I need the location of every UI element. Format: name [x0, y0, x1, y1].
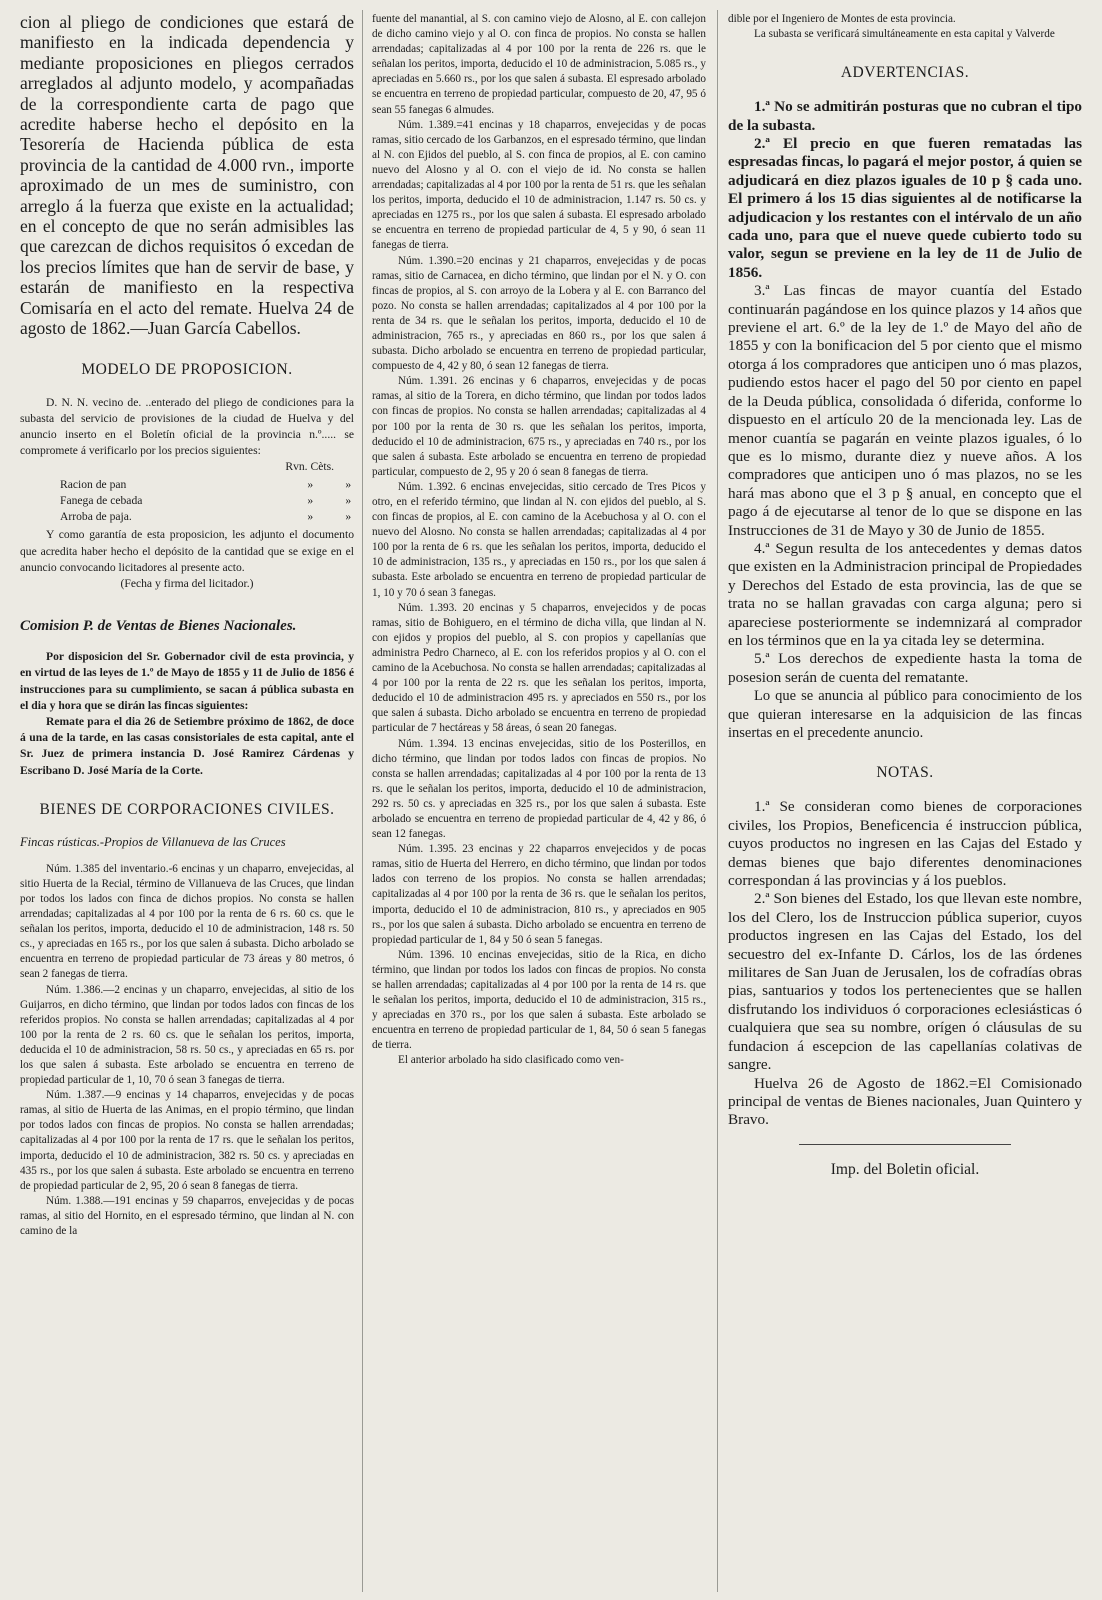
imprenta-footer: Imp. del Boletin oficial.	[830, 1160, 980, 1178]
column-divider	[717, 10, 718, 1592]
anuncio-text: Lo que se anuncia al público para conocimiento de los que quieran interesarse en la adquisicion de las fincas insertas en el precedente anuncio.	[728, 688, 1082, 741]
subasta-text: La subasta se verificará simultáneamente en esta capital y Valverde	[754, 28, 1055, 41]
advertencia-5: 5.ª Los derechos de expediente hasta la toma de posesion serán de cuenta del rematante.	[728, 650, 1082, 686]
advertencias-heading: ADVERTENCIAS.	[840, 64, 970, 82]
table-row	[60, 493, 367, 509]
column-3	[728, 12, 1082, 1179]
anterior-text: El anterior arbolado ha sido clasificado como ven-	[398, 1054, 624, 1067]
bienes-heading: BIENES DE CORPORACIONES CIVILES.	[39, 800, 335, 818]
price-table-header: Rvn. Cèts.	[285, 460, 334, 474]
advertencia-1: 1.ª No se admitirán posturas que no cubran el tipo de la subasta.	[728, 98, 1082, 134]
modelo-heading: MODELO DE PROPOSICION.	[81, 360, 293, 378]
ingeniero-text: dible por el Ingeniero de Montes de esta provincia.	[728, 13, 956, 25]
table-cell: Racion de pan	[60, 478, 127, 492]
column-2	[372, 12, 706, 1069]
lot-1385: Núm. 1.385 del inventario.-6 encinas y un chaparro, envejecidas, al sitio Huerta de la Recial, término de Villanueva de las Cruces, que lindan por todos los lados con finca de dichos propios. No consta se hallen arrendadas; capitalizadas al 4 por 100 por la renta de 6 rs. 60 cs. que le señalan los peritos, importa, deducido el 10 de administracion, 148 rs. 50 cs., y apreciadas en 165 rs., por los que salen á subasta. Dicho arbolado se encuentra en terreno de propiedad particular de 73 áreas y 80 metros, ó sean 2 fanegas de tierra.	[20, 862, 354, 981]
garantia-text: Y como garantía de esta proposicion, les adjunto el documento que acredita haber hecho el depósito de la cantidad que se exige en el anuncio convocando licitadores al presente acto.	[20, 528, 354, 574]
table-row	[60, 509, 367, 525]
lot-1389: Núm. 1.389.=41 encinas y 18 chaparros, envejecidas y de pocas ramas, sitio cercado de los Garbanzos, en el espresado término, que lindan al N. con Ejidos del pueblo, al S. con finca de propios, al E. con camino nuevo del Alosno y al O. con el viejo de id. No consta se hallen arrendadas; capitalizadas al 4 por 100 por la renta de 51 rs. que les señalan los peritos, importa, deducido el 10 de administracion, 1.147 rs. 50 cs. y apreciadas en 1275 rs., por los que salen á subasta. El espresado arbolado se encuentra en terreno de propiedad particular de 4, 5 y 90, ó sean 11 fanegas de tierra.	[372, 118, 706, 252]
table-row	[60, 477, 367, 493]
column-1	[20, 12, 354, 1239]
nota-2: 2.ª Son bienes del Estado, los que llevan este nombre, los del Clero, los de Instruccion pública superior, cuyos productos ingresen en las Cajas del Estado, los del secuestro del ex-Infante D. Cárlos, los de las órdenes militares de San Juan de Jerusalen, los de cofradías obras pias, santuarios y todos los pertenecientes que se hallen disfrutando los individuos ó corporaciones eclesiásticas ó cualquiera que sea su nombre, orígen ó cláusulas de su fundacion á escepcion de las capellanías colativas de sangre.	[728, 890, 1082, 1074]
advertencia-3: 3.ª Las fincas de mayor cuantía del Estado continuarán pagándose en los quince plazos y 14 años que previene el art. 6.º de la ley de 1.º de Mayo del año de 1855 y con la bonificacion del 5 por ciento que el mismo otorga á los compradores que anticipen uno ó mas plazos, pudiendo estos hacer el pago del 50 por ciento en papel de la Deuda pública, consolidada ó diferida, conforme lo dispuesto en el artículo 20 de la mencionada ley. Las de menor cuantía se pagarán en veinte plazos iguales, ó lo que es lo mismo, durante diez y nueve años. A los compradores que anticipen uno ó mas plazos, no se les hará mas abono que el 3 p § anual, en concepto que el pago á de ejecutarse al tenor de lo que se dispone en las Instrucciones de 31 de Mayo y 30 de Junio de 1855.	[728, 282, 1082, 539]
modelo-text: D. N. N. vecino de. ..enterado del pliego de condiciones para la subasta del servicio de provisiones de la ciudad de Huelva y del anuncio inserto en el Boletín oficial de la provincia n.º..... se compromete á verificarlo por los precios siguientes:	[20, 395, 354, 458]
table-cell: »	[307, 510, 314, 524]
table-cell: »	[345, 478, 352, 492]
table-cell: Fanega de cebada	[60, 494, 143, 508]
lot-1386: Núm. 1.386.—2 encinas y un chaparro, envejecidas, al sitio de los Guijarros, en dicho término, que lindan por todos lados con fincas de los referidos propios. No consta se hallen arrendadas; capitalizadas al 4 por 100 por la renta de 2 rs. 60 cs. que le señalan los peritos, importa, deducida el 10 de administracion, 58 rs. 50 cs., y apreciadas en 65 rs. por los que salen á subasta. Este arbolado se encuentra en terreno de propiedad particular de 1, 10, 70 ó sean 3 fanegas de tierra.	[20, 983, 354, 1087]
lot-1392: Núm. 1.392. 6 encinas envejecidas, sitio cercado de Tres Picos y otro, en el referido término, que lindan al N. con ejidos del pueblo, al S. con fincas de propios, al E. con camino de la Acebuchosa y al O. con el nuevo del Alosno. No consta se hallen arrendadas; capitalizadas al 4 por 100 por la renta de 6 rs. que les señalan los peritos, importa, deducido el 10 de administracion, 135 rs., y apreciadas en 150 rs., por los que salen á subasta. Este arbolado se encuentra en terreno de propiedad particular de 1, 10 y 70 ó sean 3 fanegas.	[372, 480, 706, 599]
price-table	[60, 477, 367, 525]
lot-1388: Núm. 1.388.—191 encinas y 59 chaparros, envejecidas y de pocas ramas, al sitio del Hornito, en el espresado término, que lindan al N. con camino de la	[20, 1194, 354, 1237]
table-cell: »	[307, 478, 314, 492]
table-cell: »	[345, 494, 352, 508]
remate-text: Remate para el dia 26 de Setiembre próximo de 1862, de doce á una de la tarde, en las casas consistoriales de esta capital, ante el Sr. Juez de primera instancia D. José Ramirez Cárdenas y Escribano D. José María de la Corte.	[20, 714, 354, 777]
lot-1394: Núm. 1.394. 13 encinas envejecidas, sitio de los Posterillos, en dicho término, que lindan por todos lados con fincas de propios. No consta se hallen arrendadas; capitalizadas al 4 por 100 por la renta de 13 rs. que le señalan los peritos, importa, deducido el 10 de administracion, 292 rs. 50 cs. y apreciadas en 325 rs., por los que salen á subasta. Este arbolado se encuentra en terreno de propiedad particular de 4, 42 y 86, ó sean 12 fanegas.	[372, 737, 706, 841]
lot-1390: Núm. 1.390.=20 encinas y 21 chaparros, envejecidas y de pocas ramas, sitio de Carnacea, en dicho término, que lindan por el N. y O. con fincas de propios, al S. con arroyo de la Lobera y al E. con Barranco del pozo. No consta se hallen arrendadas; capitalizados al 4 por 100 por la renta de 34 rs. que le señalan los peritos, importa, deducido el 10 de administracion, 765 rs., y apreciadas en 860 rs., por los que salen á subasta. Dicho arbolado se encuentra en terreno de propiedad particular, compuesto de 4, 42 y 80, ó sean 12 fanegas de tierra.	[372, 254, 706, 373]
firma-licitador: (Fecha y firma del licitador.)	[120, 576, 254, 590]
comision-heading: Comision P. de Ventas de Bienes Nacionales.	[20, 618, 297, 635]
lot-1387: Núm. 1.387.—9 encinas y 14 chaparros, envejecidas y de pocas ramas, al sitio de Huerta de las Animas, en el propio término, que lindan por todos lados con fincas de propios. No consta se hallen arrendadas; capitalizadas al 4 por 100 por la renta de 17 rs. que le señalan los peritos, importa, deducido el 10 de administracion, 382 rs. 50 cs. y apreciadas en 435 rs., por los que salen á subasta. Este arbolado se encuentra en terreno de propiedad particular de 2, 95, 20 ó sean 8 fanegas de tierra.	[20, 1089, 354, 1192]
fincas-subheading: Fincas rústicas.-Propios de Villanueva de las Cruces	[20, 834, 286, 849]
divider-line	[799, 1144, 1011, 1145]
nota-1: 1.ª Se consideran como bienes de corporaciones civiles, los Propios, Beneficencia é instruccion pública, cuyos productos no ingresen en las Cajas del Estado y demas bienes que bajo diferentes denominaciones correspondan á las provincias y á los pueblos.	[728, 798, 1082, 890]
table-cell: Arroba de paja.	[60, 510, 132, 524]
table-cell: »	[307, 494, 314, 508]
column-divider	[362, 10, 363, 1592]
lot-1396: Núm. 1396. 10 encinas envejecidas, sitio de la Rica, en dicho término, que lindan por todos los lados con fincas de propios. No consta se hallen arrendadas; capitalizadas al 4 por 100 por la renta de 14 rs. que le señalan los peritos, importa, deducido el 10 de administracion, 315 rs., y apreciadas en 370 rs., por los que salen á subasta. Este arbolado se encuentra en terreno de propiedad particular de 1, 84, 50 ó sean 5 fanegas de tierra.	[372, 948, 706, 1052]
table-cell: »	[345, 510, 352, 524]
lot-1395: Núm. 1.395. 23 encinas y 22 chaparros envejecidos y de pocas ramas, sitio de Huerta del Herrero, en dicho término, que lindan por todos lados con terreno de los propios. No consta se hallen arrendadas; capitalizadas al 4 por 100 por la renta de 36 rs. que le señalan los peritos, importa, deducido el 10 de administracion, 810 rs., y apreciados en 905 rs., por los que salen á subasta. Dicho arbolado se encuentra en terreno de propiedad particular de 1, 84 y 50 ó sean 5 fanegas.	[372, 843, 706, 946]
signature-block: Huelva 26 de Agosto de 1862.=El Comisionado principal de ventas de Bienes nacionales, Juan Quintero y Bravo.	[728, 1074, 1082, 1129]
lot-1388-continued: fuente del manantial, al S. con camino viejo de Alosno, al E. con callejon de dicho camino viejo y al O. con finca de propios. No consta se hallen arrendadas; capitalizadas al 4 por 100 por la renta de 226 rs. que le señalan los peritos, importa, deducido el 10 de administracion, 5.085 rs., y apreciadas en 5.660 rs., por los que salen á subasta. El espresado arbolado se encuentra en terreno de propiedad particular, compuesto de 20, 47, 95 ó sean 55 fanegas 6 almudes.	[372, 13, 706, 116]
lot-1391: Núm. 1.391. 26 encinas y 6 chaparros, envejecidas y de pocas ramas, al sitio de la Torera, en dicho término, que lindan por todos lados con fincas de propios. No consta se hallen arrendadas; capitalizadas al 4 por 100 por la renta de 30 rs. que les señalan los peritos, importa, deducido el 10 de administracion, 675 rs., y apreciadas en 740 rs., por los que salen á subasta. Este arbolado se encuentra en terreno de propiedad particular, compuesto de 2, 95 y 20 ó sean 8 fanegas de tierra.	[372, 375, 706, 478]
intro-paragraph: cion al pliego de condiciones que estará de manifiesto en la indicada dependencia y mediante proposiciones en pliegos cerrados arreglados al adjunto modelo, y acompañadas de la correspondiente carta de pago que acredite haberse hecho el depósito en la Tesorería de Hacienda pública de esta provincia de la cantidad de 4.000 rvn., importe aproximado de un mes de suministro, con arreglo á la fuerza que existe en la actualidad; en el concepto de que no serán admisibles las que carezcan de dichos requisitos ó excedan de los precios límites que han de servir de base, y estarán de manifiesto en la respectiva Comisaría en el acto del remate. Huelva 24 de agosto de 1862.—Juan García Cabellos.	[20, 12, 354, 339]
notas-heading: NOTAS.	[876, 764, 934, 782]
lot-1393: Núm. 1.393. 20 encinas y 5 chaparros, envejecidos y de pocas ramas, sitio de Bohiguero, en el término de dicha villa, que lindan al N. con ejidos y propios del pueblo, al S. con propios y capellanías que administra Pedro Charneco, al E. con los referidos propios y al O. con el camino de la Acebuchosa. No consta se hallen arrendadas; capitalizadas al 4 por 100 por la renta de 22 rs. que les señalan los peritos, importa, deducido el 10 de administracion 495 rs. y apreciados en 550 rs., por los que salen á subasta. Dicho arbolado se encuentra en terreno de propiedad particular de 7 hectáreas y 58 áreas, ó sean 20 fanegas.	[372, 601, 706, 735]
disposicion-text: Por disposicion del Sr. Gobernador civil de esta provincia, y en virtud de las leyes de 1.º de Mayo de 1855 y 11 de Julio de 1856 é instrucciones para su cumplimiento, se sacan á pública subasta en el dia y hora que se dirán las fincas siguientes:	[20, 650, 354, 712]
advertencia-4: 4.ª Segun resulta de los antecedentes y demas datos que existen en la Administracion principal de Propiedades y Derechos del Estado de esta provincia, las de que se trata no se hallan gravadas con carga alguna; pero si apareciese posteriormente se indemnizará al comprador en los términos que en la ya citada ley se determina.	[728, 539, 1082, 649]
advertencia-2: 2.ª El precio en que fueren rematadas las espresadas fincas, lo pagará el mejor postor, á quien se adjudicará en diez plazos iguales de 10 p § cada uno. El primero á los 15 dias siguientes al de notificarse la adjudicacion y los restantes con el intérvalo de un año cada uno, para que el nueve quede cubierto todo su valor, segun se previene en la ley de 11 de Julio de 1856.	[728, 135, 1082, 281]
